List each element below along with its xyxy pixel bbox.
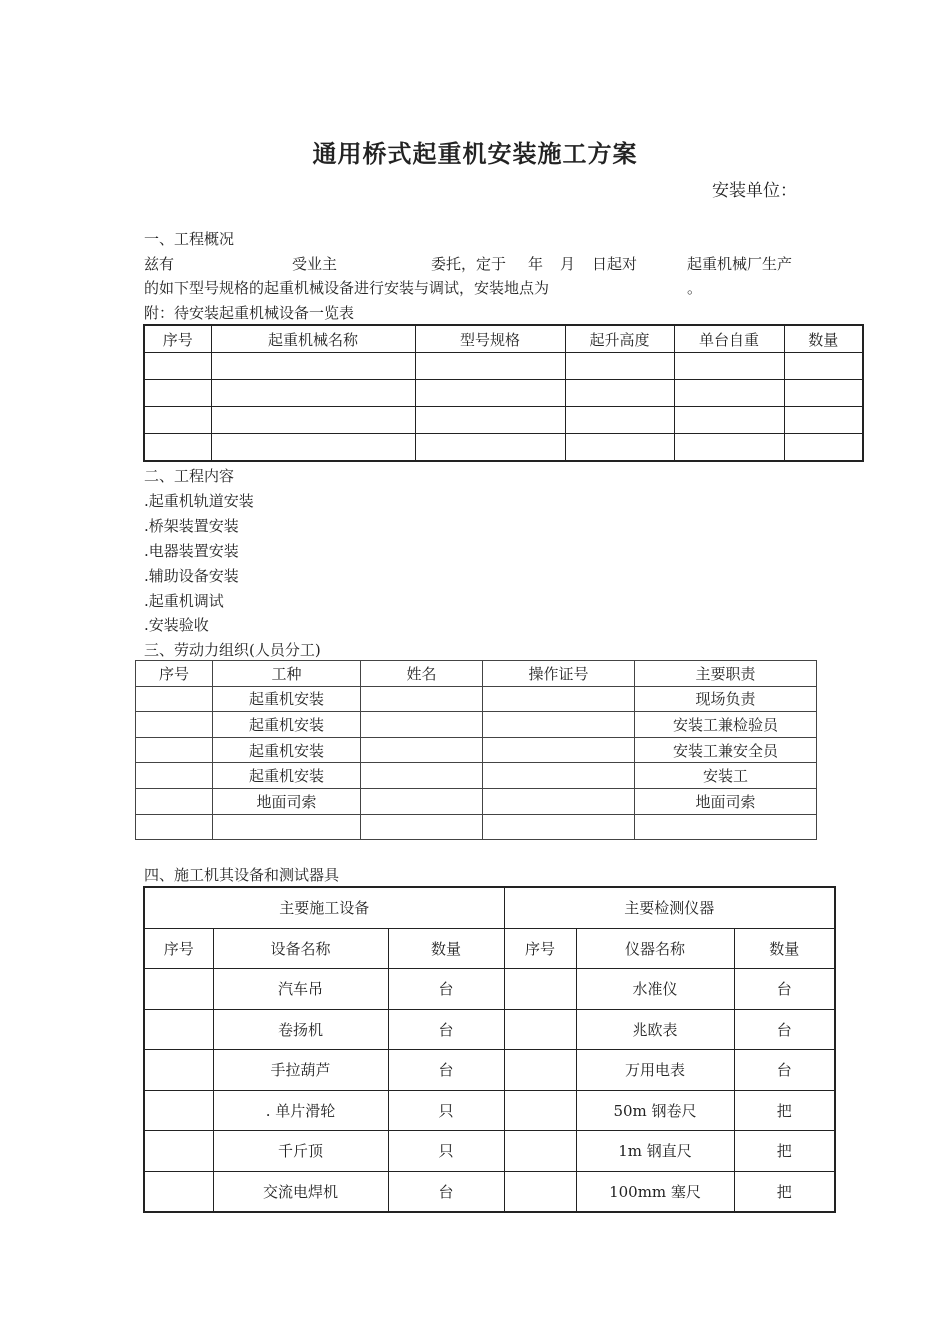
table-cell [136,788,213,814]
table-cell [565,380,674,407]
header-cell: 数量 [734,928,835,969]
overview-text-year: 年 [528,255,544,273]
table-cell [565,353,674,380]
table-cell [784,434,863,462]
table-cell [144,1171,213,1212]
table-row [144,1131,835,1172]
labor-organization-table [135,660,817,840]
table-cell [504,1131,576,1172]
table-cell: 兆欧表 [576,1009,734,1050]
table-cell [504,1171,576,1212]
table-cell [144,434,211,462]
table-cell [361,686,483,712]
table-cell [784,380,863,407]
header-cell: 操作证号 [483,661,635,687]
table-cell: 起重机安装 [213,763,361,789]
table-cell: 地面司索 [213,788,361,814]
table-cell [483,788,635,814]
table-cell [784,407,863,434]
table-cell [504,969,576,1010]
table-cell [784,353,863,380]
table-cell [504,1009,576,1050]
table-cell: 台 [388,1171,504,1212]
group-header-cell: 主要检测仪器 [504,887,835,928]
table-cell [211,380,415,407]
table-cell [211,407,415,434]
section-1-heading: 一、工程概况 [144,230,235,248]
overview-text-3: 委托，定于 [431,255,507,273]
table-cell: 台 [388,1050,504,1091]
header-cell: 起升高度 [565,325,674,353]
work-item: .安装验收 [144,616,209,634]
table-cell: 地面司索 [635,788,817,814]
table-cell: . 单片滑轮 [213,1090,388,1131]
table-cell [635,814,817,840]
table-header-row [144,325,863,353]
table-row [144,969,835,1010]
table-cell [144,969,213,1010]
table-row [136,763,817,789]
table-row [144,1009,835,1050]
table-cell [565,407,674,434]
table-cell [674,434,784,462]
table-cell [144,407,211,434]
header-cell: 数量 [388,928,504,969]
table-cell [483,763,635,789]
document-title: 通用桥式起重机安装施工方案 [312,139,638,168]
section-2-heading: 二、工程内容 [144,467,235,485]
table-cell [361,814,483,840]
table-cell [483,737,635,763]
table-cell: 台 [388,1009,504,1050]
table-row [136,814,817,840]
table-cell [144,353,211,380]
overview-text-2: 受业主 [292,255,338,273]
table-cell [504,1090,576,1131]
table-row [144,1171,835,1212]
table-cell [136,737,213,763]
table-cell [415,407,565,434]
table-cell: 安装工兼检验员 [635,712,817,738]
table-cell [136,763,213,789]
header-cell: 单台自重 [674,325,784,353]
header-cell: 工种 [213,661,361,687]
table-cell [211,353,415,380]
overview-text-month: 月 [560,255,576,273]
table-row [136,788,817,814]
table-row [144,1050,835,1091]
table-row [144,380,863,407]
header-cell: 起重机械名称 [211,325,415,353]
table-cell: 1m 钢直尺 [576,1131,734,1172]
table-cell [483,686,635,712]
table-cell [674,407,784,434]
table-cell [144,1090,213,1131]
table-cell: 交流电焊机 [213,1171,388,1212]
table-cell: 手拉葫芦 [213,1050,388,1091]
table-row [144,353,863,380]
work-item: .辅助设备安装 [144,567,239,585]
table-cell: 100mm 塞尺 [576,1171,734,1212]
table-cell: 把 [734,1171,835,1212]
crane-equipment-table [143,324,864,462]
table-cell: 把 [734,1090,835,1131]
overview-text-day: 日起对 [592,255,638,273]
table-cell [211,434,415,462]
table-cell [415,380,565,407]
header-cell: 序号 [136,661,213,687]
table-row [144,434,863,462]
table-cell [361,763,483,789]
table-row [136,712,817,738]
overview-text-1: 兹有 [144,255,175,273]
table-cell [213,814,361,840]
table-cell: 卷扬机 [213,1009,388,1050]
table-cell [674,353,784,380]
table-row [136,686,817,712]
header-cell: 序号 [504,928,576,969]
table-cell [144,1131,213,1172]
table-cell [483,712,635,738]
group-header-cell: 主要施工设备 [144,887,504,928]
table-cell: 水准仪 [576,969,734,1010]
table-cell: 把 [734,1131,835,1172]
table-row [144,1090,835,1131]
equipment-list-caption: 附：待安装起重机械设备一览表 [144,304,355,322]
work-item: .起重机轨道安装 [144,492,254,510]
table-cell: 台 [388,969,504,1010]
table-cell: 起重机安装 [213,712,361,738]
work-item: .起重机调试 [144,592,224,610]
overview-text-factory: 起重机械厂生产 [687,255,793,273]
table-cell [144,380,211,407]
table-cell: 只 [388,1090,504,1131]
table-cell [144,1050,213,1091]
table-row [136,737,817,763]
table-cell [361,737,483,763]
table-header-row [136,661,817,687]
section-4-heading: 四、施工机其设备和测试器具 [144,866,340,884]
table-cell: 安装工 [635,763,817,789]
table-cell: 现场负责 [635,686,817,712]
header-cell: 序号 [144,325,211,353]
table-cell: 台 [734,969,835,1010]
header-cell: 设备名称 [213,928,388,969]
table-cell [136,712,213,738]
table-cell: 起重机安装 [213,686,361,712]
work-item: .桥架装置安装 [144,517,239,535]
table-cell: 50m 钢卷尺 [576,1090,734,1131]
table-row [144,407,863,434]
header-cell: 姓名 [361,661,483,687]
install-unit-label: 安装单位： [712,181,797,201]
table-cell [361,788,483,814]
table-header-row [144,928,835,969]
work-item: .电器装置安装 [144,542,239,560]
table-cell [674,380,784,407]
table-cell [144,1009,213,1050]
table-cell [136,814,213,840]
header-cell: 数量 [784,325,863,353]
header-cell: 主要职责 [635,661,817,687]
table-group-header-row [144,887,835,928]
header-cell: 仪器名称 [576,928,734,969]
table-cell [136,686,213,712]
table-cell [565,434,674,462]
header-cell: 型号规格 [415,325,565,353]
table-cell: 安装工兼安全员 [635,737,817,763]
table-cell [415,434,565,462]
table-cell: 万用电表 [576,1050,734,1091]
equipment-instruments-table [143,886,836,1213]
table-cell: 只 [388,1131,504,1172]
section-3-heading: 三、劳动力组织(人员分工) [144,641,321,659]
table-cell [504,1050,576,1091]
table-cell [415,353,565,380]
overview-line-2: 的如下型号规格的起重机械设备进行安装与调试，安装地点为 [144,279,550,297]
table-cell: 汽车吊 [213,969,388,1010]
table-cell: 台 [734,1050,835,1091]
overview-line-2-end: 。 [687,279,703,297]
table-cell: 千斤顶 [213,1131,388,1172]
table-cell [361,712,483,738]
table-cell: 起重机安装 [213,737,361,763]
table-cell [483,814,635,840]
table-cell: 台 [734,1009,835,1050]
header-cell: 序号 [144,928,213,969]
